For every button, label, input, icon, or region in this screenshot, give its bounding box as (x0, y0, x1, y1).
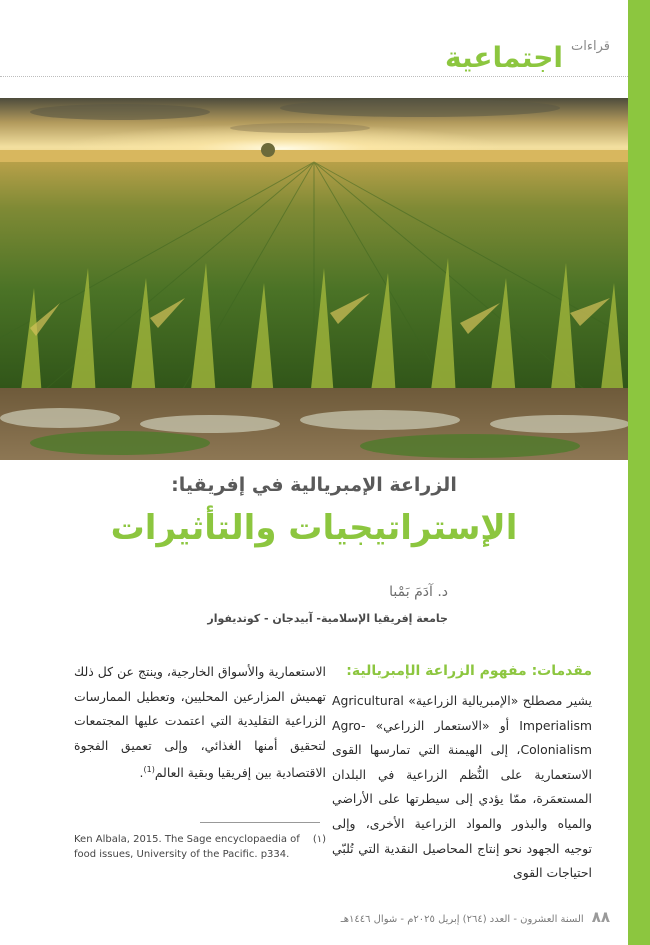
footnote-text: Ken Albala, 2015. The Sage encyclopaedia of food issues, University of the Pacific. p334. (74, 834, 300, 860)
paragraph-end-mark: . (139, 765, 144, 781)
body-paragraph-2 (74, 660, 326, 786)
page-number: ٨٨ (591, 908, 610, 926)
footnote-divider (200, 822, 320, 823)
footnote (74, 832, 326, 862)
page-footer (341, 908, 610, 926)
author-affiliation: جامعة إفريقيا الإسلامية- آبيدجان - كوتديفوار (207, 612, 448, 625)
accent-side-bar (628, 0, 650, 945)
issue-info: السنة العشرون - العدد (٢٦٤) إبريل ٢٠٢٥م - شوال ١٤٤٦هـ (340, 914, 584, 925)
section-header (445, 28, 610, 72)
section-kicker: قراءات (571, 39, 610, 54)
paragraph-2-text: الاستعمارية والأسواق الخارجية، وينتج عن كل ذلك تهميش المزارعين المحليين، وتعطيل الممارسات الزراعية التقليدية التي اعتمدت عليها المجتمعات لتحقيق أمنها الغذائي، وإلى تعميق الفجوة الاقتصادية بين إفريقيا وبقية العالم (74, 664, 326, 781)
footnote-number: (١) (312, 834, 326, 845)
section-heading: مقدمات: مفهوم الزراعة الإمبريالية: (346, 663, 592, 679)
hero-cornfield-photo (0, 98, 628, 460)
article-title-block (0, 474, 628, 548)
body-paragraph-1: يشير مصطلح «الإمبريالية الزراعية» Agricultural Imperialism أو «الاستعمار الزراعي» Agro-Colonialism، إلى الهيمنة التي تمارسها القوى الاستعمارية على النُّظم الزراعية في البلدان المستعمَرة، ممّا يؤدي إلى سيطرتها على الأراضي والمياه والبذور والمواد الزراعية الأخرى، وإلى توجيه الجهود نحو إنتاج المحاصيل النقدية التي تُلبّي احتياجات القوى (332, 693, 592, 881)
left-column (74, 660, 326, 786)
section-title: اجتماعية (445, 41, 564, 74)
footnote-reference[interactable]: (1) (143, 765, 155, 775)
article-title: الإستراتيجيات والتأثيرات (110, 508, 518, 548)
header-divider (0, 76, 628, 77)
author-name: د. آدَمَ بَمْبا (389, 584, 448, 600)
article-subtitle: الزراعة الإمبريالية في إفريقيا: (171, 474, 457, 496)
right-column (332, 660, 592, 886)
